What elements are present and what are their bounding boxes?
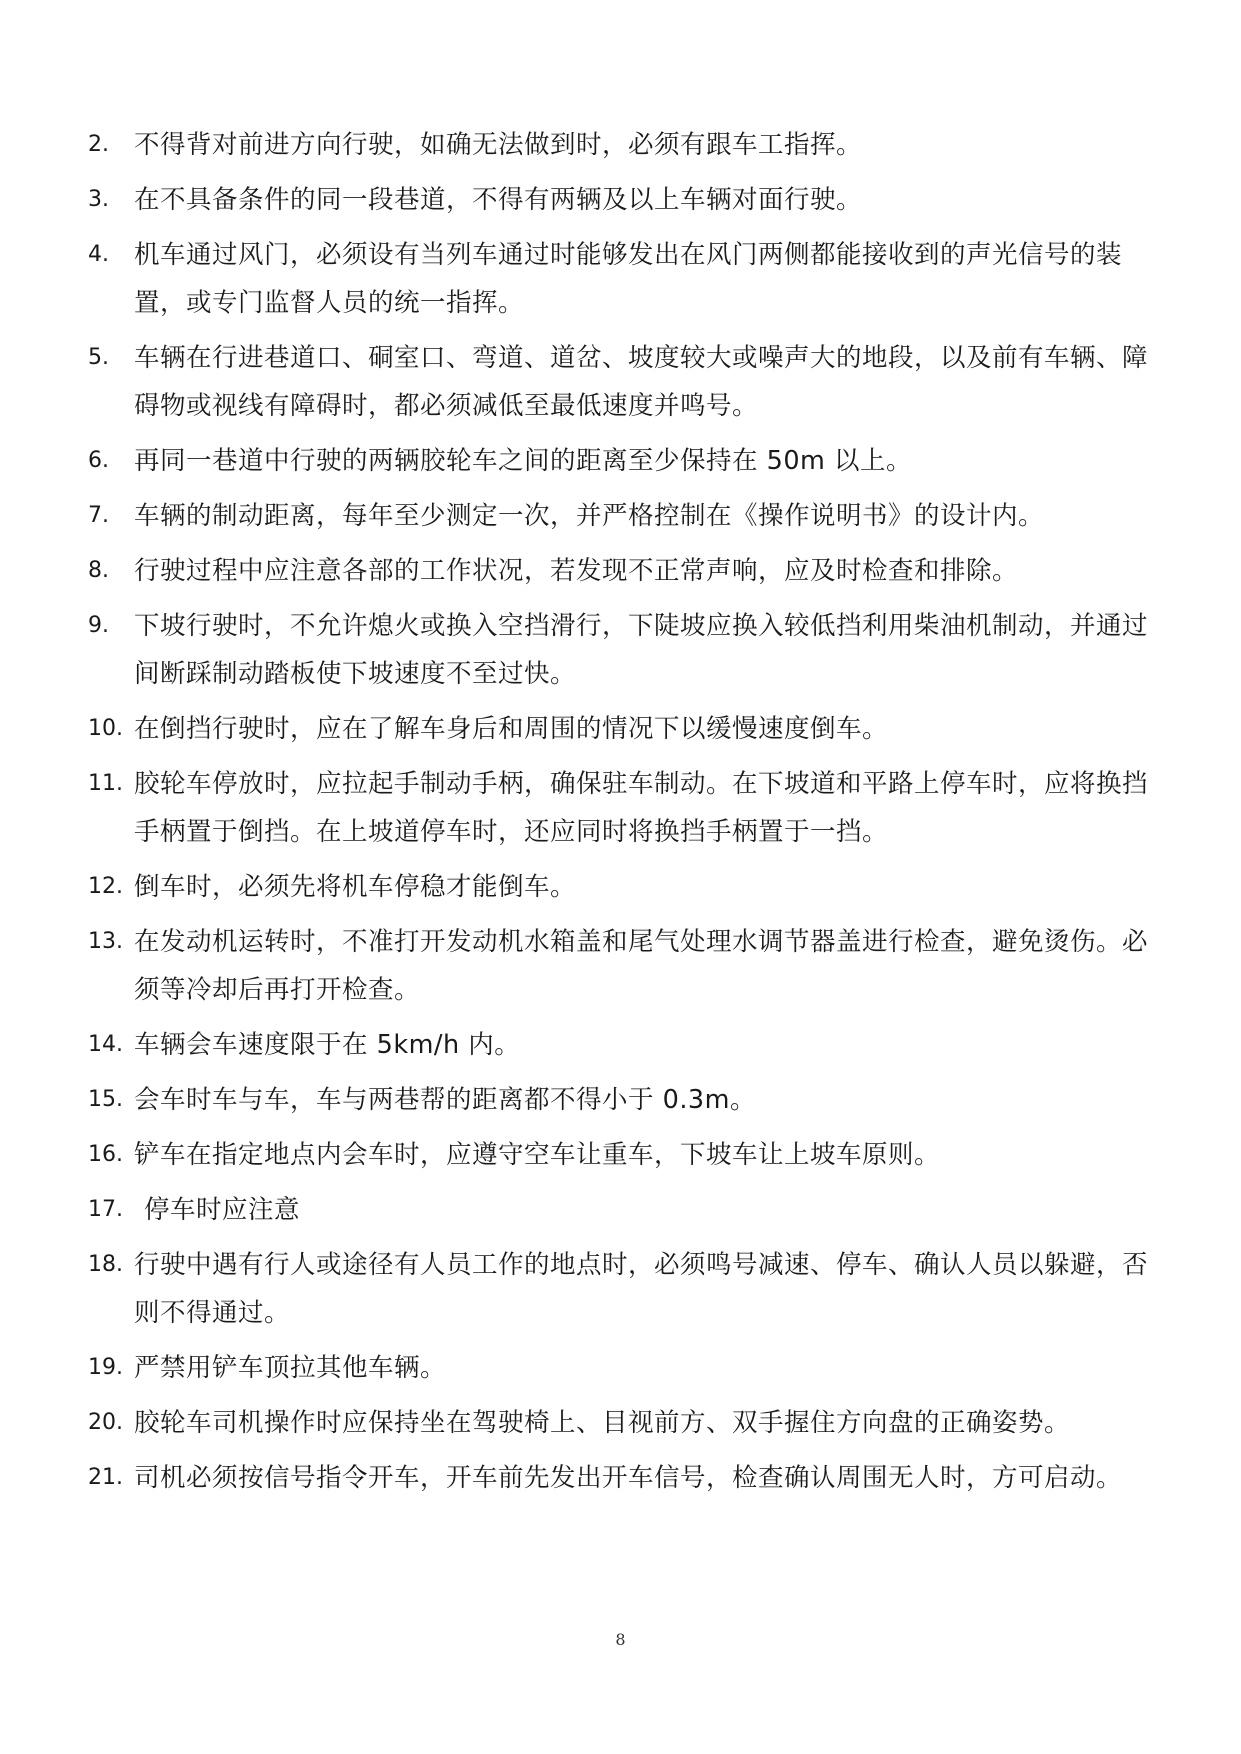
item-text: 铲车在指定地点内会车时，应遵守空车让重车，下坡车让上坡车原则。 — [134, 1140, 941, 1170]
list-item — [88, 176, 1158, 224]
item-number: 11. — [88, 771, 123, 796]
page-number: 8 — [615, 1630, 626, 1649]
list-item — [88, 863, 1158, 911]
item-number: 10. — [88, 716, 123, 741]
list-item — [88, 1454, 1158, 1502]
item-text: 胶轮车停放时，应拉起手制动手柄，确保驻车制动。在下坡道和平路上停车时，应将换挡手柄置于倒挡。在上坡道停车时，还应同时将换挡手柄置于一挡。 — [134, 769, 1149, 847]
item-text: 机车通过风门，必须设有当列车通过时能够发出在风门两侧都能接收到的声光信号的装置，或专门监督人员的统一指挥。 — [134, 240, 1123, 318]
list-item — [88, 547, 1158, 595]
list-item — [88, 1399, 1158, 1447]
item-number: 14. — [88, 1032, 123, 1057]
list-item — [88, 705, 1158, 753]
item-number: 19. — [88, 1355, 123, 1380]
item-number: 5. — [88, 345, 109, 370]
list-item — [88, 121, 1158, 169]
item-number: 8. — [88, 558, 109, 583]
item-text: 行驶中遇有行人或途径有人员工作的地点时，必须鸣号减速、停车、确认人员以躲避，否则不得通过。 — [134, 1250, 1149, 1328]
list-item — [88, 1131, 1158, 1179]
item-number: 2. — [88, 132, 109, 157]
item-number: 18. — [88, 1252, 123, 1277]
item-number: 12. — [88, 874, 123, 899]
item-text: 会车时车与车，车与两巷帮的距离都不得小于 0.3m。 — [134, 1085, 757, 1115]
item-text: 在不具备条件的同一段巷道，不得有两辆及以上车辆对面行驶。 — [134, 185, 863, 215]
item-number: 13. — [88, 929, 123, 954]
item-text: 不得背对前进方向行驶，如确无法做到时，必须有跟车工指挥。 — [134, 130, 863, 160]
item-number: 6. — [88, 448, 109, 473]
item-text: 在倒挡行驶时，应在了解车身后和周围的情况下以缓慢速度倒车。 — [134, 714, 889, 744]
item-text: 车辆会车速度限于在 5km/h 内。 — [134, 1030, 521, 1060]
item-text: 胶轮车司机操作时应保持坐在驾驶椅上、目视前方、双手握住方向盘的正确姿势。 — [134, 1408, 1071, 1438]
list-item — [88, 760, 1158, 856]
item-text: 车辆在行进巷道口、硐室口、弯道、道岔、坡度较大或噪声大的地段，以及前有车辆、障碍物或视线有障碍时，都必须减低至最低速度并鸣号。 — [134, 343, 1149, 421]
item-text: 在发动机运转时，不准打开发动机水箱盖和尾气处理水调节器盖进行检查，避免烫伤。必须等冷却后再打开检查。 — [134, 927, 1149, 1005]
item-text: 倒车时，必须先将机车停稳才能倒车。 — [134, 872, 577, 902]
list-item — [88, 1241, 1158, 1337]
item-text: 下坡行驶时，不允许熄火或换入空挡滑行，下陡坡应换入较低挡利用柴油机制动，并通过间断踩制动踏板使下坡速度不至过快。 — [134, 611, 1149, 689]
item-number: 15. — [88, 1087, 123, 1112]
list-item — [88, 1344, 1158, 1392]
item-text: 停车时应注意 — [144, 1195, 301, 1225]
item-number: 17. — [88, 1197, 123, 1222]
item-text: 严禁用铲车顶拉其他车辆。 — [134, 1353, 447, 1383]
list-item — [88, 1021, 1158, 1069]
item-number: 9. — [88, 613, 109, 638]
item-number: 4. — [88, 242, 109, 267]
item-text: 司机必须按信号指令开车，开车前先发出开车信号，检查确认周围无人时，方可启动。 — [134, 1463, 1123, 1493]
item-text: 车辆的制动距离，每年至少测定一次，并严格控制在《操作说明书》的设计内。 — [134, 501, 1045, 531]
list-item — [88, 918, 1158, 1014]
rules-list — [88, 121, 1158, 1509]
list-item — [88, 492, 1158, 540]
item-text: 行驶过程中应注意各部的工作状况，若发现不正常声响，应及时检查和排除。 — [134, 556, 1019, 586]
item-number: 20. — [88, 1410, 123, 1435]
item-text: 再同一巷道中行驶的两辆胶轮车之间的距离至少保持在 50m 以上。 — [134, 446, 913, 476]
list-item — [88, 602, 1158, 698]
item-number: 3. — [88, 187, 109, 212]
list-item — [88, 1186, 1158, 1234]
list-item — [88, 334, 1158, 430]
item-number: 16. — [88, 1142, 123, 1167]
item-number: 21. — [88, 1465, 123, 1490]
list-item — [88, 1076, 1158, 1124]
list-item — [88, 231, 1158, 327]
item-number: 7. — [88, 503, 109, 528]
list-item — [88, 437, 1158, 485]
